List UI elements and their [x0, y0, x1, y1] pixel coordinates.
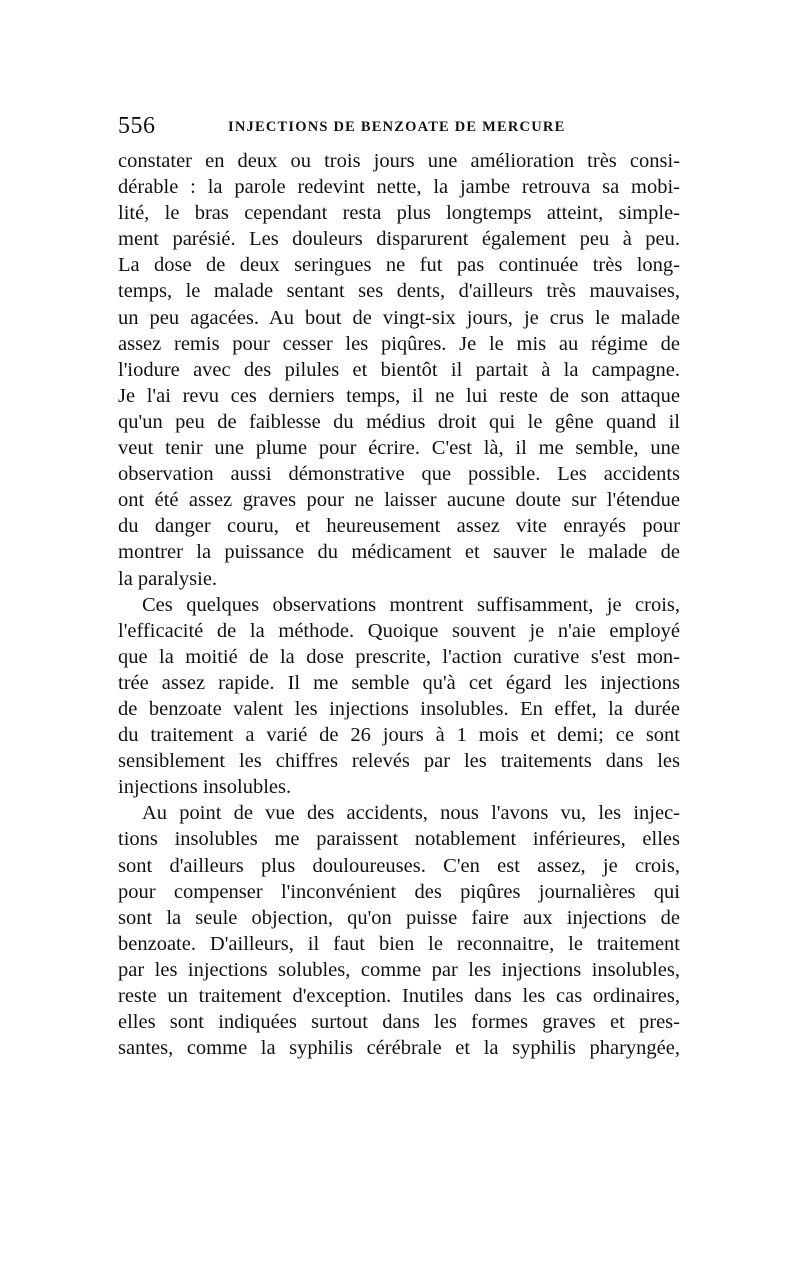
text-line: sensiblement les chiffres relevés par les traitements dans les	[118, 750, 680, 773]
body-text	[118, 148, 680, 1061]
text-line: Ces quelques observations montrent suffisamment, je crois,	[142, 593, 680, 616]
text-line: pour compenser l'inconvénient des piqûres journalières qui	[118, 880, 680, 903]
text-line: un peu agacées. Au bout de vingt-six jours, je crus le malade	[118, 306, 680, 329]
text-line: sont la seule objection, qu'on puisse faire aux injections de	[118, 906, 680, 929]
text-line: observation aussi démonstrative que possible. Les accidents	[118, 463, 680, 486]
page-header	[118, 114, 688, 140]
text-line: de benzoate valent les injections insolubles. En effet, la durée	[118, 697, 680, 720]
text-line: La dose de deux seringues ne fut pas continuée très long-	[118, 254, 680, 277]
text-line: reste un traitement d'exception. Inutiles dans les cas ordinaires,	[118, 985, 680, 1007]
text-line: ment parésié. Les douleurs disparurent également peu à peu.	[118, 228, 680, 251]
running-head: INJECTIONS DE BENZOATE DE MERCURE	[228, 119, 566, 135]
text-line: tions insolubles me paraissent notablement inférieures, elles	[118, 828, 680, 851]
text-line: elles sont indiquées surtout dans les formes graves et pres-	[118, 1011, 680, 1034]
text-line: l'efficacité de la méthode. Quoique souvent je n'aie employé	[118, 619, 680, 642]
text-line: temps, le malade sentant ses dents, d'ailleurs très mauvaises,	[118, 280, 680, 303]
text-line: injections insolubles.	[118, 776, 292, 799]
text-line: veut tenir une plume pour écrire. C'est là, il me semble, une	[118, 437, 680, 460]
text-line: du traitement a varié de 26 jours à 1 mois et demi; ce sont	[118, 724, 680, 747]
text-line: la paralysie.	[118, 567, 218, 590]
text-line: santes, comme la syphilis cérébrale et la syphilis pharyngée,	[118, 1037, 680, 1060]
text-line: montrer la puissance du médicament et sauver le malade de	[118, 541, 680, 564]
text-line: sont d'ailleurs plus douloureuses. C'en est assez, je crois,	[118, 854, 680, 877]
text-line: qu'un peu de faiblesse du médius droit qui le gêne quand il	[118, 410, 680, 433]
text-line: lité, le bras cependant resta plus longtemps atteint, simple-	[118, 202, 680, 225]
text-line: trée assez rapide. Il me semble qu'à cet égard les injections	[118, 671, 680, 694]
page-number: 556	[118, 113, 156, 139]
text-line: par les injections solubles, comme par les injections insolubles,	[118, 958, 680, 981]
text-line: constater en deux ou trois jours une amélioration très consi-	[118, 150, 680, 172]
text-line: benzoate. D'ailleurs, il faut bien le reconnaitre, le traitement	[118, 932, 680, 955]
text-line: que la moitié de la dose prescrite, l'action curative s'est mon-	[118, 645, 680, 668]
text-line: l'iodure avec des pilules et bientôt il partait à la campagne.	[118, 358, 680, 381]
text-line: assez remis pour cesser les piqûres. Je le mis au régime de	[118, 332, 680, 355]
text-line: Au point de vue des accidents, nous l'avons vu, les injec-	[142, 802, 680, 825]
text-line: dérable : la parole redevint nette, la jambe retrouva sa mobi-	[118, 176, 680, 199]
text-line: ont été assez graves pour ne laisser aucune doute sur l'étendue	[118, 489, 680, 512]
text-line: du danger couru, et heureusement assez vite enrayés pour	[118, 515, 680, 538]
text-line: Je l'ai revu ces derniers temps, il ne lui reste de son attaque	[118, 384, 680, 407]
